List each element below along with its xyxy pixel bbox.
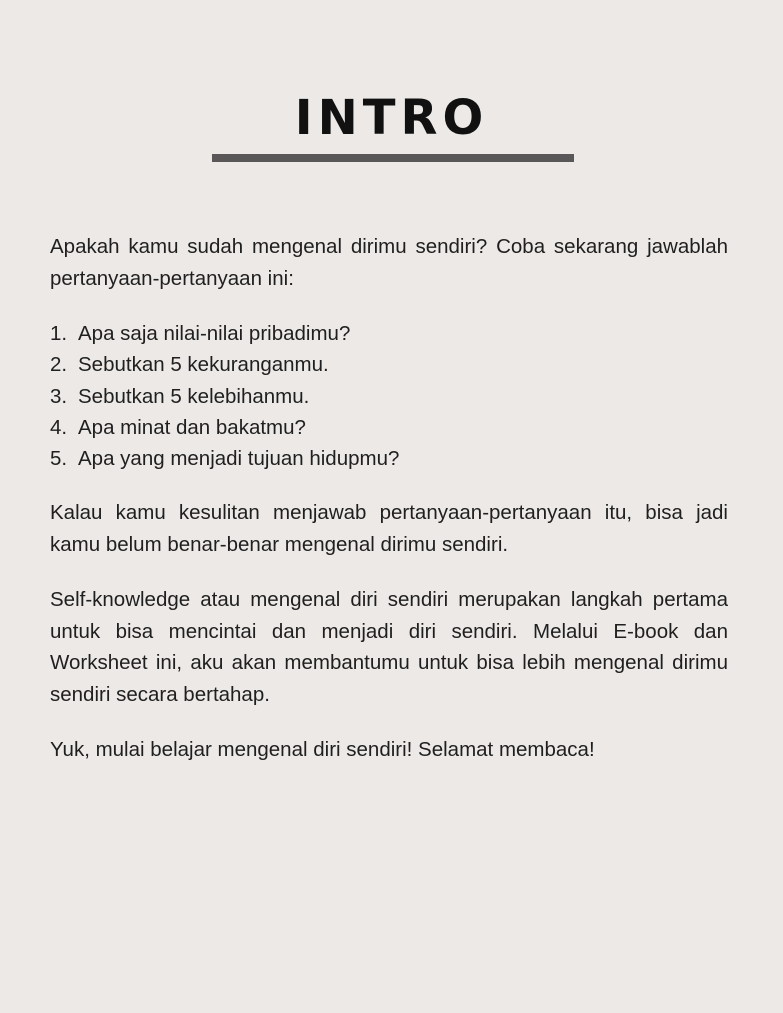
list-item-text: Apa saja nilai-nilai pribadimu? [78,322,351,345]
question-list [50,318,728,474]
paragraph-closing: Yuk, mulai belajar mengenal diri sendiri! Selamat membaca! [50,738,595,762]
list-item-number: 3. [50,384,68,408]
list-item [50,381,728,412]
list-item [50,412,728,443]
paragraph-self-knowledge: Self-knowledge atau mengenal diri sendiri merupakan langkah pertama untuk bisa mencintai dan menjadi diri sendiri. Melalui E-book dan Worksheet ini, aku akan membantumu untuk bisa lebih mengenal dirimu sendiri secara bertahap. [50,588,728,706]
list-item [50,318,728,349]
paragraph-spacer [50,560,728,584]
list-item-number: 5. [50,447,68,471]
body-content [50,231,728,766]
page-title: INTRO [294,90,489,146]
list-item-text: Apa minat dan bakatmu? [78,415,306,439]
intro-paragraph: Apakah kamu sudah mengenal dirimu sendiri? Coba sekarang jawablah pertanyaan-pertanyaan ini: [50,235,728,290]
list-item-number: 1. [50,322,68,345]
list-item [50,349,728,380]
list-item-text: Sebutkan 5 kekuranganmu. [78,353,329,377]
title-underline [212,154,574,162]
list-item [50,443,728,474]
list-item-text: Apa yang menjadi tujuan hidupmu? [78,447,400,471]
paragraph-spacer [50,710,728,734]
paragraph-difficulty: Kalau kamu kesulitan menjawab pertanyaan-pertanyaan itu, bisa jadi kamu belum benar-benar mengenal dirimu sendiri. [50,501,728,556]
list-item-number: 4. [50,415,68,439]
list-item-number: 2. [50,353,68,377]
list-item-text: Sebutkan 5 kelebihanmu. [78,384,310,408]
